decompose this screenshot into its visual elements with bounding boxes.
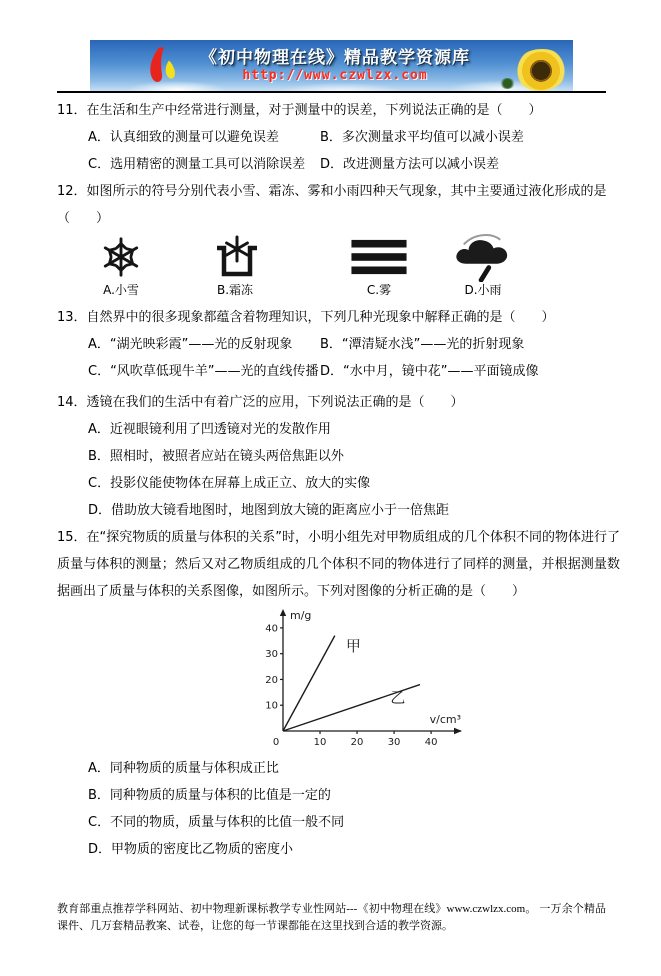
question-14-option-a: A．近视眼镜利用了凹透镜对光的发散作用 [88,422,331,437]
leaf-icon [500,78,515,89]
weather-option-a [93,234,149,299]
question-13-option-c: C．“风吹草低现牛羊”——光的直线传播 [88,364,319,379]
snowflake-icon [98,235,144,279]
site-banner [90,40,573,91]
svg-text:10: 10 [265,700,278,712]
weather-label-b: B.霜冻 [216,283,254,297]
question-15-option-c: C．不同的物质，质量与体积的比值一般不同 [88,815,345,830]
question-13-row-ab [57,331,620,358]
svg-text:20: 20 [350,737,364,748]
weather-option-c [349,234,409,299]
weather-label-d: D.小雨 [464,283,502,297]
site-logo-icon [142,45,182,86]
svg-text:30: 30 [387,737,401,748]
question-11-option-b: B．多次测量求平均值可以减小误差 [320,130,524,145]
frost-icon [213,234,257,280]
mass-volume-chart [253,607,465,753]
question-15-option-d: D．甲物质的密度比乙物质的密度小 [88,842,294,857]
question-11-option-d: D．改进测量方法可以减小误差 [320,157,500,172]
svg-text:甲: 甲 [345,637,361,656]
svg-text:20: 20 [265,674,278,686]
question-12-stem-parens: （ ） [57,211,110,226]
frost-icon-box [213,234,257,280]
question-12-stem: 12．如图所示的符号分别代表小雪、霜冻、雾和小雨四种天气现象，其中主要通过液化形成的是 [57,184,607,199]
question-14 [57,389,620,524]
question-14-stem: 14．透镜在我们的生活中有着广泛的应用，下列说法正确的是（ ） [57,395,464,410]
question-14-option-b: B．照相时，被照者应站在镜头两倍焦距以外 [88,449,344,464]
rain-cloud-icon-box [452,234,514,280]
weather-symbols-figure [57,234,620,300]
question-15-option-a: A．同种物质的质量与体积成正比 [88,761,279,776]
question-13-row-cd [57,358,620,385]
exam-content [57,97,620,863]
banner-url: http://www.czwlzx.com [242,68,428,83]
question-11 [57,97,620,178]
snowflake-icon-box [98,234,144,280]
question-15 [57,524,620,863]
svg-text:40: 40 [424,737,438,748]
svg-text:10: 10 [313,737,327,748]
fog-icon-box [350,234,408,280]
header-divider [57,91,606,93]
question-13-stem: 13．自然界中的很多现象都蕴含着物理知识，下列几种光现象中解释正确的是（ ） [57,310,555,325]
question-13-option-d: D．“水中月，镜中花”——平面镜成像 [320,364,539,379]
question-14-option-d: D．借助放大镜看地图时，地图到放大镜的距离应小于一倍焦距 [88,503,450,518]
svg-text:40: 40 [265,623,278,635]
exam-page [0,40,661,976]
question-11-row-cd [57,151,620,178]
svg-text:0: 0 [272,737,280,748]
question-13 [57,304,620,385]
sunflower-icon [515,49,567,91]
svg-text:乙: 乙 [390,688,406,707]
svg-text:m/g: m/g [290,609,312,622]
weather-option-b [209,234,261,299]
question-11-row-ab [57,124,620,151]
banner-text [192,43,478,83]
question-12 [57,178,620,300]
question-15-figure [253,607,620,755]
weather-label-a: A.小雪 [103,283,139,297]
question-13-option-b: B．“潭清疑水浅”——光的折射现象 [320,337,525,352]
fog-icon [350,238,408,276]
question-11-stem: 11．在生活和生产中经常进行测量，对于测量中的误差，下列说法正确的是（ ） [57,103,542,118]
svg-text:v/cm³: v/cm³ [429,713,461,726]
question-11-option-c: C．选用精密的测量工具可以消除误差 [88,157,306,172]
question-15-option-b: B．同种物质的质量与体积的比值是一定的 [88,788,331,803]
weather-label-c: C.雾 [366,283,392,297]
banner-title: 《初中物理在线》精品教学资源库 [200,48,470,68]
question-11-option-a: A．认真细致的测量可以避免误差 [88,130,279,145]
rain-cloud-icon [452,232,514,282]
question-14-option-c: C．投影仪能使物体在屏幕上成正立、放大的实像 [88,476,371,491]
question-13-option-a: A．“湖光映彩霞”——光的反射现象 [88,337,293,352]
question-15-stem: 15．在“探究物质的质量与体积的关系”时，小明小组先对甲物质组成的几个体积不同的物体进行了质量与体积的测量；然后又对乙物质组成的几个体积不同的物体进行了同样的测量，并根据测量数据画出了质量与体积的关系图像，如图所示。下列对图像的分析正确的是（ ） [57,530,621,599]
svg-text:30: 30 [265,649,278,661]
weather-option-d [451,234,515,299]
footer-promo-text: 教育部重点推荐学科网站、初中物理新课标教学专业性网站---《初中物理在线》www.czwlzx.com。 一万余个精品课件、几万套精品教案、试卷，让您的每一节课都能在这里找到合适的教学资源。 [57,903,606,932]
